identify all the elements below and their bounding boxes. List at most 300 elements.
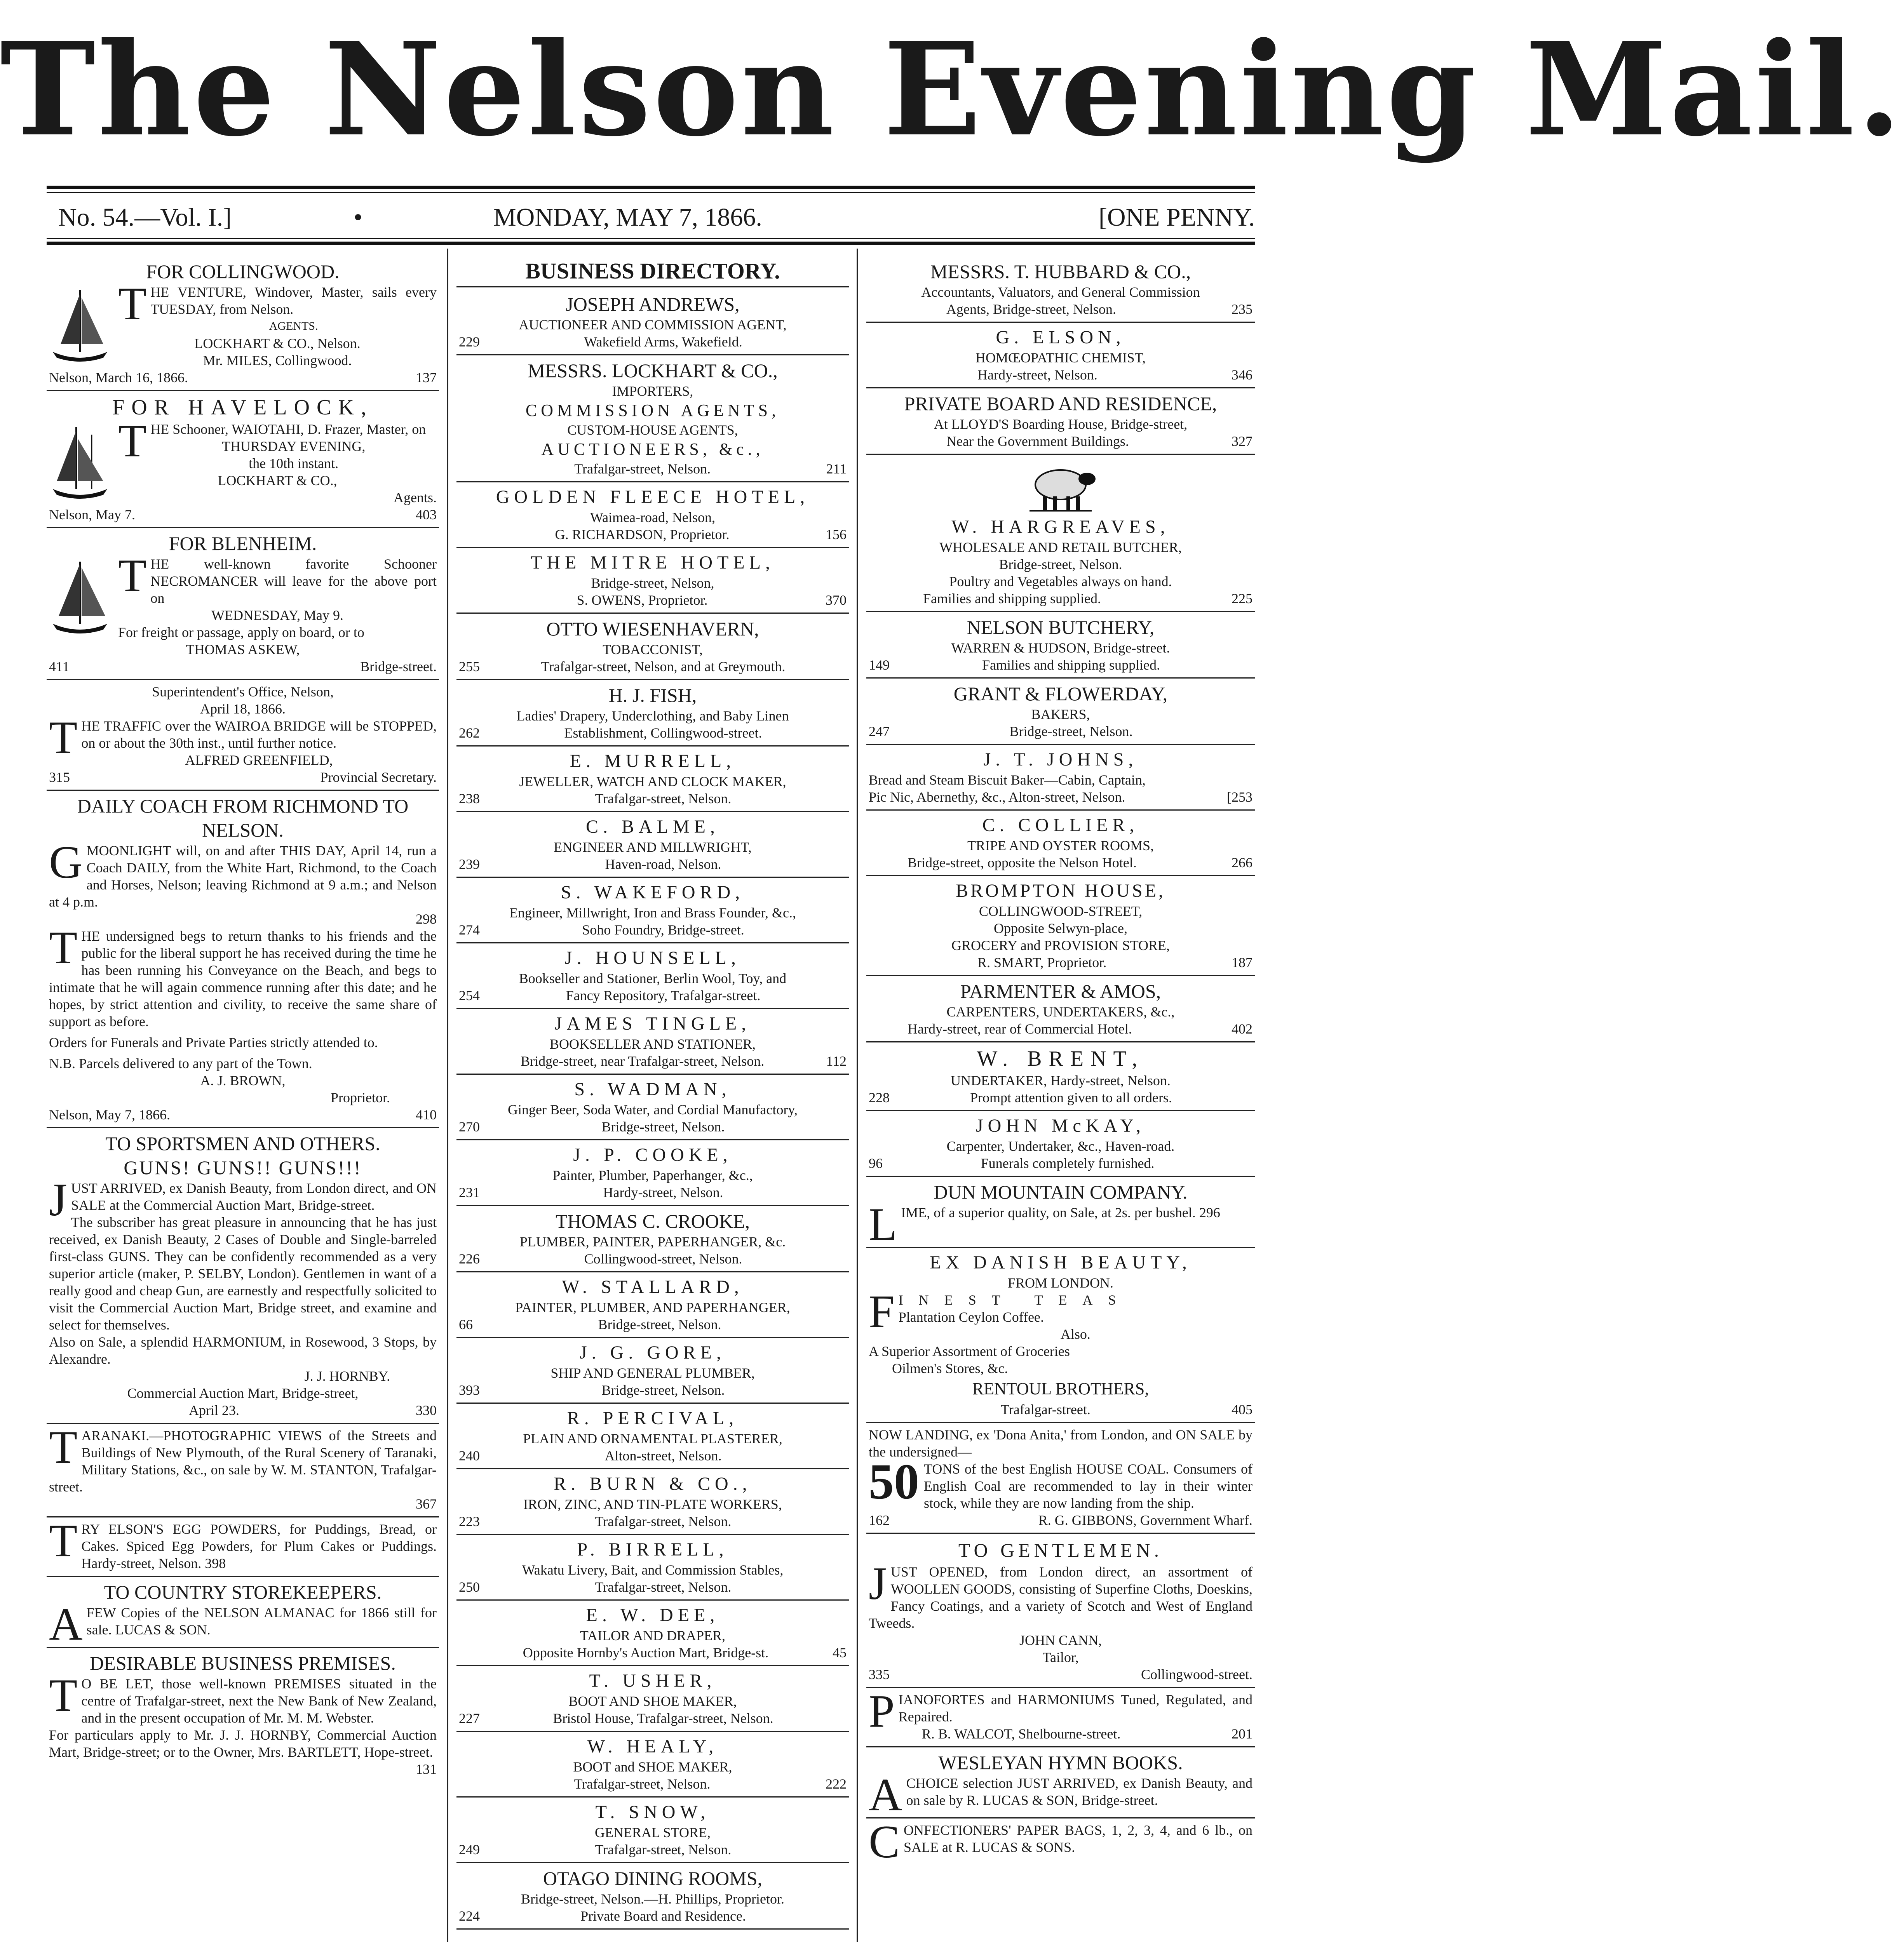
ad-line: Agents. — [394, 490, 437, 505]
ad-heading: DESIRABLE BUSINESS PREMISES. — [90, 1652, 396, 1674]
drop-cap: T — [49, 922, 78, 973]
directory-entry-name: OTAGO DINING ROOMS, — [543, 1867, 763, 1889]
ad-johns — [866, 745, 1255, 811]
directory-entry-name: W. HEALY, — [587, 1736, 718, 1757]
directory-entry-address: Trafalgar-street, Nelson. — [574, 461, 711, 477]
ad-firm: RENTOUL BROTHERS, — [972, 1379, 1149, 1398]
ad-line: Mr. MILES, Collingwood. — [203, 353, 352, 368]
directory-entry — [456, 548, 849, 614]
directory-entry-address: Bristol House, Trafalgar-street, Nelson. — [553, 1711, 773, 1726]
directory-entry — [456, 1666, 849, 1732]
ad-number: 410 — [416, 1107, 437, 1122]
directory-entry-name: THOMAS C. CROOKE, — [555, 1210, 750, 1232]
ad-date: April 23. — [189, 1403, 239, 1418]
directory-entry-address: Trafalgar-street, Nelson. — [574, 1776, 711, 1792]
ad-signature: JOHN CANN, — [1019, 1632, 1102, 1648]
ad-heading: EX DANISH BEAUTY, — [930, 1252, 1192, 1273]
directory-entry-name: J. G. GORE, — [579, 1342, 726, 1363]
directory-entry-name: THE MITRE HOTEL, — [531, 552, 775, 573]
directory-entry-number: 240 — [459, 1448, 480, 1463]
directory-entry-number: 370 — [826, 592, 847, 608]
directory-entry-number: 211 — [826, 461, 847, 477]
directory-entry-address: Collingwood-street, Nelson. — [584, 1251, 742, 1267]
ad-mckay — [866, 1111, 1255, 1177]
ad-number: 247 — [869, 724, 890, 739]
directory-entry-name: T. USHER, — [589, 1671, 716, 1691]
directory-entry-name: JAMES TINGLE, — [554, 1013, 751, 1034]
ad-line: Plantation Ceylon Coffee. — [898, 1309, 1044, 1325]
ad-line: the 10th instant. — [249, 456, 339, 471]
directory-entry — [456, 812, 849, 878]
directory-entry — [456, 943, 849, 1009]
directory-entry-number: 250 — [459, 1579, 480, 1595]
directory-entry-address: Wakefield Arms, Wakefield. — [584, 334, 742, 350]
ad-number: 398 — [205, 1556, 226, 1571]
directory-entry — [456, 1863, 849, 1930]
ad-hubbard — [866, 256, 1255, 323]
ad-hargreaves — [866, 455, 1255, 612]
ad-heading: J. T. JOHNS, — [983, 749, 1138, 770]
directory-entry-line: IRON, ZINC, AND TIN-PLATE WORKERS, — [523, 1497, 782, 1512]
directory-entry-line: COMMISSION AGENTS, — [525, 401, 780, 420]
ad-blenheim — [47, 528, 439, 680]
directory-entry-name: S. WAKEFORD, — [561, 882, 745, 903]
ad-body: For particulars apply to Mr. J. J. HORNBY, Commercial Auction Mart, Bridge-street; or to the Owner, Mrs. BARTLETT, Hope-street. — [49, 1727, 437, 1760]
directory-entry-line: Painter, Plumber, Paperhanger, &c., — [552, 1168, 753, 1183]
directory-entry-name: MESSRS. LOCKHART & CO., — [528, 360, 778, 381]
ad-line: Agents, Bridge-street, Nelson. — [946, 301, 1116, 317]
column-rule-2 — [857, 249, 858, 1942]
ad-body: IANOFORTES and HARMONIUMS Tuned, Regulated, and Repaired. — [898, 1692, 1252, 1724]
directory-entry-address: Trafalgar-street, Nelson, and at Greymouth. — [541, 659, 786, 674]
ad-dun-mountain — [866, 1177, 1255, 1248]
ad-number: 402 — [1232, 1021, 1252, 1037]
ad-line: Poultry and Vegetables always on hand. — [949, 574, 1172, 589]
ship-icon — [49, 286, 111, 367]
ad-heading: DAILY COACH FROM RICHMOND TO NELSON. — [77, 795, 409, 841]
ad-line: NOW LANDING, ex 'Dona Anita,' from London, and ON SALE by the undersigned— — [869, 1427, 1252, 1460]
ad-business-premises — [47, 1648, 439, 1782]
sheep-icon — [1022, 459, 1099, 514]
directory-entry-line: Ginger Beer, Soda Water, and Cordial Manufactory, — [508, 1102, 798, 1117]
directory-entry — [456, 482, 849, 548]
dateline — [58, 202, 1255, 233]
ad-danish-beauty — [866, 1248, 1255, 1423]
drop-cap: T — [49, 1421, 78, 1473]
ad-number: 367 — [416, 1496, 437, 1512]
masthead-rule-top — [47, 186, 1255, 189]
directory-list — [456, 289, 849, 1930]
ad-signature: R. G. GIBBONS, Government Wharf. — [1038, 1512, 1252, 1528]
ad-number: 335 — [869, 1667, 890, 1682]
ad-line: For freight or passage, apply on board, or to — [118, 625, 364, 640]
newspaper-title: The Nelson Evening Mail. — [0, 14, 1904, 165]
directory-entry-number: 249 — [459, 1842, 480, 1857]
ad-heading: W. HARGREAVES, — [951, 517, 1170, 537]
directory-entry-address: Fancy Repository, Trafalgar-street. — [566, 988, 761, 1003]
directory-entry-number: 231 — [459, 1185, 480, 1200]
ad-line: Tailor, — [1042, 1650, 1079, 1665]
ad-number: 187 — [1232, 955, 1252, 970]
directory-entry-line: JEWELLER, WATCH AND CLOCK MAKER, — [519, 774, 786, 789]
ad-gentlemen — [866, 1534, 1255, 1688]
directory-entry-name: C. BALME, — [585, 816, 719, 837]
directory-entry-name: JOSEPH ANDREWS, — [566, 293, 740, 315]
ad-line: Bridge-street, Nelson. — [1009, 724, 1133, 739]
ad-line: BAKERS, — [1031, 706, 1090, 722]
ad-line: CARPENTERS, UNDERTAKERS, &c., — [946, 1004, 1175, 1020]
directory-entry-address: Bridge-street, near Trafalgar-street, Nelson. — [521, 1053, 765, 1069]
ad-private-board — [866, 388, 1255, 455]
directory-entry-address: Haven-road, Nelson. — [605, 856, 721, 872]
directory-entry — [456, 614, 849, 680]
directory-entry-line: PAINTER, PLUMBER, AND PAPERHANGER, — [515, 1300, 790, 1315]
ad-number: 405 — [1232, 1402, 1252, 1417]
ad-number: 266 — [1232, 855, 1252, 870]
directory-entry-address: Trafalgar-street, Nelson. — [595, 1579, 732, 1595]
directory-entry-number: 66 — [459, 1317, 473, 1332]
drop-cap: J — [869, 1557, 887, 1609]
directory-entry-name: E. W. DEE, — [586, 1605, 719, 1625]
directory-entry-line: BOOT AND SHOE MAKER, — [568, 1693, 737, 1709]
ad-body: Orders for Funerals and Private Parties strictly attended to. — [49, 1035, 378, 1050]
ad-address: Bridge-street. — [360, 659, 437, 674]
directory-entry-address: G. RICHARDSON, Proprietor. — [555, 527, 730, 542]
directory-entry — [456, 1535, 849, 1601]
directory-entry — [456, 1404, 849, 1469]
ad-body: RY ELSON'S EGG POWDERS, for Puddings, Bread, or Cakes. Spiced Egg Powders, for Plum Cakes or Puddings. Hardy-street, Nelson. — [81, 1521, 437, 1571]
ad-body: MOONLIGHT will, on and after THIS DAY, April 14, run a Coach DAILY, from the White Hart, Richmond, to the Coach and Horses, Nelson; leaving Richmond at 9 a.m.; and Nelson at 4 p.m. — [49, 843, 437, 910]
ad-sportsmen — [47, 1128, 439, 1424]
directory-entry-line: Bridge-street, Nelson.—H. Phillips, Proprietor. — [521, 1891, 784, 1907]
directory-entry-line: Waimea-road, Nelson, — [590, 510, 715, 525]
ad-pianofortes — [866, 1685, 1255, 1747]
ad-number: 298 — [416, 911, 437, 927]
directory-entry-number: 238 — [459, 791, 480, 806]
directory-entry-address: Bridge-street, Nelson. — [601, 1382, 725, 1398]
ad-heading: C. COLLIER, — [982, 815, 1139, 835]
ad-heading: FOR HAVELOCK, — [112, 395, 373, 419]
ad-grant-flowerday — [866, 679, 1255, 745]
ad-parmenter-amos — [866, 976, 1255, 1042]
directory-entry — [456, 1601, 849, 1666]
ad-date: Nelson, March 16, 1866. — [49, 370, 188, 385]
drop-cap: A — [49, 1598, 83, 1650]
issue-price: [ONE PENNY. — [1098, 203, 1255, 231]
directory-entry — [456, 1272, 849, 1338]
ad-body: FEW Copies of the NELSON ALMANAC for 1866 still for sale. LUCAS & SON. — [86, 1605, 437, 1637]
ad-house-coal — [866, 1423, 1255, 1534]
issue-date: MONDAY, MAY 7, 1866. — [493, 203, 762, 231]
drop-cap: T — [118, 278, 147, 329]
directory-entry — [456, 878, 849, 943]
directory-entry-line: CUSTOM-HOUSE AGENTS, — [567, 422, 738, 438]
notice-signature: ALFRED GREENFIELD, — [185, 752, 333, 768]
directory-entry — [456, 1338, 849, 1404]
ad-body: TONS of the best English HOUSE COAL. Consumers of English Coal are recommended to lay in their winter stock, while they are now landing from the ship. — [924, 1461, 1252, 1511]
ad-heading: DUN MOUNTAIN COMPANY. — [934, 1181, 1188, 1203]
directory-entry-address: Trafalgar-street, Nelson. — [595, 791, 732, 806]
directory-entry-number: 239 — [459, 856, 480, 872]
ad-line: Also. — [1060, 1326, 1090, 1342]
directory-entry-number: 222 — [826, 1776, 847, 1792]
drop-cap: T — [118, 550, 147, 601]
ad-number: 403 — [416, 507, 437, 522]
directory-entry — [456, 747, 849, 812]
directory-entry — [456, 1798, 849, 1863]
dateline-rule-thin — [47, 238, 1255, 239]
directory-entry — [456, 355, 849, 482]
directory-entry-number: 254 — [459, 988, 480, 1003]
ad-body: IME, of a superior quality, on Sale, at 2s. per bushel. — [901, 1205, 1196, 1220]
directory-entry — [456, 1732, 849, 1798]
ad-number: 201 — [1232, 1726, 1252, 1742]
directory-entry-address: Alton-street, Nelson. — [604, 1448, 722, 1463]
directory-entry-number: 112 — [826, 1053, 847, 1069]
ad-heading: MESSRS. T. HUBBARD & CO., — [930, 261, 1191, 282]
ad-line: THOMAS ASKEW, — [186, 642, 300, 657]
directory-entry-number: 393 — [459, 1382, 480, 1398]
drop-cap: P — [869, 1685, 895, 1737]
ad-line: At LLOYD'S Boarding House, Bridge-street, — [934, 416, 1188, 432]
drop-cap: T — [49, 1669, 78, 1721]
directory-entry — [456, 1469, 849, 1535]
directory-entry-line: Ladies' Drapery, Underclothing, and Baby Linen — [516, 708, 789, 724]
ad-daily-coach — [47, 791, 439, 1128]
directory-entry-line: TOBACCONIST, — [603, 642, 703, 657]
directory-entry-address: Establishment, Collingwood-street. — [564, 725, 762, 741]
ad-body: UST ARRIVED, ex Danish Beauty, from London direct, and ON SALE at the Commercial Auction Mart, Bridge-street. — [71, 1180, 437, 1213]
ad-body: ONFECTIONERS' PAPER BAGS, 1, 2, 3, 4, and 6 lb., on SALE at R. LUCAS & SONS. — [904, 1822, 1252, 1855]
ad-line: TRIPE AND OYSTER ROOMS, — [967, 838, 1154, 853]
directory-entry-line: Bridge-street, Nelson, — [591, 575, 714, 591]
ad-line: Funerals completely furnished. — [981, 1155, 1155, 1171]
drop-cap: G — [49, 836, 83, 888]
directory-entry-name: P. BIRRELL, — [577, 1539, 728, 1560]
directory-entry-line: PLUMBER, PAINTER, PAPERHANGER, &c. — [519, 1234, 786, 1249]
ad-body: O BE LET, those well-known PREMISES situated in the centre of Trafalgar-street, next the New Bank of New Zealand, and in the present occupation of Mr. M. M. Webster. — [81, 1676, 437, 1726]
ad-heading: FOR BLENHEIM. — [169, 532, 317, 554]
directory-entry-number: 274 — [459, 922, 480, 938]
ad-wesleyan-hymn — [866, 1747, 1255, 1818]
ad-line: Carpenter, Undertaker, &c., Haven-road. — [946, 1138, 1175, 1154]
directory-entry-address: Trafalgar-street, Nelson. — [595, 1514, 732, 1529]
ad-number: 296 — [1199, 1205, 1220, 1220]
drop-cap: T — [49, 1515, 78, 1566]
ad-havelock — [47, 391, 439, 528]
ad-line: COLLINGWOOD-STREET, — [979, 903, 1143, 919]
directory-entry-name: J. HOUNSELL, — [565, 948, 740, 968]
directory-entry-name: GOLDEN FLEECE HOTEL, — [496, 487, 810, 507]
ad-collier — [866, 811, 1255, 876]
ad-line: Hardy-street, Nelson. — [977, 367, 1097, 383]
ad-line: Bridge-street, opposite the Nelson Hotel. — [908, 855, 1137, 870]
directory-entry-address: Bridge-street, Nelson. — [601, 1119, 725, 1135]
big-numeral: 50 — [869, 1454, 919, 1510]
ad-heading: W. BRENT, — [977, 1047, 1144, 1071]
column-3 — [866, 256, 1255, 1942]
ad-line: UNDERTAKER, Hardy-street, Nelson. — [951, 1073, 1171, 1088]
ad-heading: TO COUNTRY STOREKEEPERS. — [104, 1581, 382, 1603]
directory-entry-number: 223 — [459, 1514, 480, 1529]
ad-line: R. SMART, Proprietor. — [977, 955, 1107, 970]
drop-cap: J — [49, 1174, 67, 1225]
ad-line: LOCKHART & CO., Nelson. — [194, 336, 361, 351]
directory-entry-address: S. OWENS, Proprietor. — [577, 592, 708, 608]
drop-cap: L — [869, 1198, 897, 1250]
directory-entry-line: AUCTIONEERS, &c., — [541, 440, 764, 459]
ad-body: HE undersigned begs to return thanks to his friends and the public for the liberal support he has received during the time he has been running his Conveyance on the Beach, and begs to intimate that he will again commence running after this date; and he hopes, by strict attention and civility, to receive the same share of support as before. — [49, 928, 437, 1029]
ad-number: 235 — [1232, 301, 1252, 317]
ad-date: Nelson, May 7. — [49, 507, 135, 522]
ad-signature: A. J. BROWN, — [200, 1073, 286, 1088]
directory-entry-line: PLAIN AND ORNAMENTAL PLASTERER, — [523, 1431, 782, 1446]
drop-cap: C — [869, 1816, 900, 1867]
ad-line: WEDNESDAY, May 9. — [211, 607, 343, 623]
directory-entry-number: 227 — [459, 1711, 480, 1726]
ad-number: 411 — [49, 659, 70, 674]
ad-number: 330 — [416, 1403, 437, 1418]
ad-number: 327 — [1232, 433, 1252, 449]
ad-body: ARANAKI.—PHOTOGRAPHIC VIEWS of the Streets and Buildings of New Plymouth, of the Rural Scenery of Taranaki, Military Stations, &c., on sale by W. M. STANTON, Trafalgar-street. — [49, 1428, 437, 1495]
directory-entry-number: 229 — [459, 334, 480, 350]
directory-entry-name: H. J. FISH, — [608, 684, 697, 706]
notice-body: HE TRAFFIC over the WAIROA BRIDGE will be STOPPED, on or about the 30th inst., until further notice. — [81, 718, 437, 751]
ad-heading: NELSON BUTCHERY, — [967, 616, 1155, 638]
column-1 — [47, 256, 439, 1942]
ad-line: HOMŒOPATHIC CHEMIST, — [975, 350, 1146, 365]
directory-entry — [456, 1140, 849, 1206]
issue-number: No. 54.—Vol. I.] — [58, 203, 232, 231]
ad-body: N.B. Parcels delivered to any part of the Town. — [49, 1056, 312, 1071]
ad-heading: TO GENTLEMEN. — [958, 1539, 1163, 1561]
ad-line: Near the Government Buildings. — [946, 433, 1129, 449]
directory-entry-address: Opposite Hornby's Auction Mart, Bridge-st. — [523, 1645, 769, 1660]
ad-address: Collingwood-street. — [1141, 1667, 1252, 1682]
directory-entry-line: AUCTIONEER AND COMMISSION AGENT, — [519, 317, 787, 332]
ad-brent — [866, 1042, 1255, 1111]
ad-heading: WESLEYAN HYMN BOOKS. — [938, 1752, 1183, 1773]
ad-line: WARREN & HUDSON, Bridge-street. — [951, 640, 1170, 656]
notice-title: Provincial Secretary. — [320, 769, 437, 785]
column-2-business-directory — [456, 256, 849, 1942]
drop-cap: T — [118, 415, 147, 466]
ad-number: 315 — [49, 769, 70, 785]
ad-nelson-butchery — [866, 612, 1255, 679]
directory-heading: BUSINESS DIRECTORY. — [456, 256, 849, 287]
directory-entry-name: OTTO WIESENHAVERN, — [546, 618, 759, 640]
directory-entry — [456, 1075, 849, 1140]
ad-body: UST OPENED, from London direct, an assortment of WOOLLEN GOODS, consisting of Superfine Cloths, Doeskins, Fancy Coatings, and a variety of Scotch and West of England Tweeds. — [869, 1564, 1252, 1631]
ad-line: Hardy-street, rear of Commercial Hotel. — [908, 1021, 1132, 1037]
directory-entry-name: W. STALLARD, — [562, 1277, 744, 1297]
ad-line: FROM LONDON. — [1007, 1275, 1114, 1291]
dateline-bullet: • — [354, 203, 363, 231]
ad-heading: BROMPTON HOUSE, — [956, 881, 1165, 901]
directory-entry-name: E. MURRELL, — [570, 751, 736, 771]
ad-heading: FOR COLLINGWOOD. — [146, 261, 340, 282]
ad-line: A Superior Assortment of Groceries — [869, 1343, 1070, 1359]
directory-entry-number: 45 — [833, 1645, 847, 1660]
directory-entry-name: R. PERCIVAL, — [567, 1408, 739, 1429]
directory-entry-number: 156 — [826, 527, 847, 542]
ad-number: 228 — [869, 1090, 890, 1105]
ad-line: Opposite Selwyn-place, — [994, 921, 1127, 936]
ad-body: Also on Sale, a splendid HARMONIUM, in Rosewood, 3 Stops, by Alexandre. — [49, 1334, 437, 1367]
directory-entry-number: 262 — [459, 725, 480, 741]
ad-paper-bags — [866, 1816, 1255, 1867]
directory-entry-number: 226 — [459, 1251, 480, 1267]
ad-egg-powders — [47, 1517, 439, 1577]
directory-entry — [456, 680, 849, 747]
ad-signature: R. B. WALCOT, Shelbourne-street. — [922, 1726, 1121, 1742]
notice-wairoa-bridge — [47, 680, 439, 791]
ad-number: [253 — [1227, 789, 1252, 805]
drop-cap: A — [869, 1769, 902, 1820]
ad-elson — [866, 323, 1255, 388]
ad-taranaki — [47, 1421, 439, 1517]
ad-line: LOCKHART & CO., — [218, 473, 337, 488]
masthead-rule-top-thin — [47, 192, 1255, 193]
directory-entry — [456, 1206, 849, 1272]
ad-line: AGENTS. — [269, 320, 318, 332]
directory-entry-address: Bridge-street, Nelson. — [598, 1317, 721, 1332]
masthead — [0, 0, 1904, 183]
directory-entry — [456, 289, 849, 355]
ad-number: 131 — [416, 1761, 437, 1777]
directory-entry-line: Bookseller and Stationer, Berlin Wool, Toy, and — [519, 971, 787, 986]
directory-entry-line: BOOKSELLER AND STATIONER, — [549, 1036, 756, 1052]
ad-line: THURSDAY EVENING, — [221, 439, 366, 454]
ad-heading: TO SPORTSMEN AND OTHERS. — [105, 1133, 380, 1154]
ad-body: HE well-known favorite Schooner NECROMANCER will leave for the above port on — [150, 556, 437, 606]
drop-cap: T — [49, 712, 78, 763]
ad-body: HE Schooner, WAIOTAHI, D. Frazer, Master, on — [150, 421, 426, 437]
directory-entry-line: IMPORTERS, — [612, 383, 693, 399]
ad-number: 149 — [869, 657, 890, 673]
directory-entry-name: T. SNOW, — [595, 1802, 710, 1822]
directory-entry-address: Trafalgar-street, Nelson. — [595, 1842, 732, 1857]
directory-entry-address: Hardy-street, Nelson. — [603, 1185, 723, 1200]
ad-number: 162 — [869, 1512, 890, 1528]
ad-number: 137 — [416, 370, 437, 385]
column-rule-1 — [447, 249, 448, 1942]
directory-entry — [456, 1009, 849, 1075]
ad-line: Bread and Steam Biscuit Baker—Cabin, Captain, — [869, 772, 1146, 788]
ad-line: WHOLESALE AND RETAIL BUTCHER, — [939, 539, 1182, 555]
ad-line: Proprietor. — [331, 1090, 390, 1105]
notice-office: Superintendent's Office, Nelson, — [152, 684, 334, 700]
ad-body: The subscriber has great pleasure in announcing that he has just received, ex Danish Beauty, 2 Cases of Double and Single-barreled first-class GUNS. They can be confidently recommended as a very superior article (maker, P. SELBY, London). Gentlemen in want of a really good and cheap Gun, are earnestly and respectfully solicited to visit the Commercial Auction Mart, Bridge street, and examine and select for themselves. — [49, 1215, 437, 1333]
ad-heading: GRANT & FLOWERDAY, — [953, 683, 1168, 705]
ad-line: Accountants, Valuators, and General Commission — [921, 284, 1200, 300]
ship-icon — [49, 558, 111, 639]
directory-entry-number: 255 — [459, 659, 480, 674]
directory-entry-address: Private Board and Residence. — [580, 1908, 746, 1924]
ad-number: 96 — [869, 1155, 883, 1171]
ad-line: Bridge-street, Nelson. — [999, 557, 1122, 572]
directory-entry-name: R. BURN & CO., — [554, 1474, 752, 1494]
ad-number: 225 — [1232, 591, 1252, 606]
directory-entry-line: SHIP AND GENERAL PLUMBER, — [550, 1365, 755, 1381]
notice-date: April 18, 1866. — [200, 701, 286, 717]
ad-brompton-house — [866, 876, 1255, 976]
directory-entry-line: GENERAL STORE, — [594, 1825, 711, 1840]
ad-line: Oilmen's Stores, &c. — [892, 1361, 1008, 1376]
directory-entry-number: 270 — [459, 1119, 480, 1135]
directory-entry-name: J. P. COOKE, — [573, 1145, 732, 1165]
directory-entry-line: Wakatu Livery, Bait, and Commission Stables, — [522, 1562, 784, 1578]
